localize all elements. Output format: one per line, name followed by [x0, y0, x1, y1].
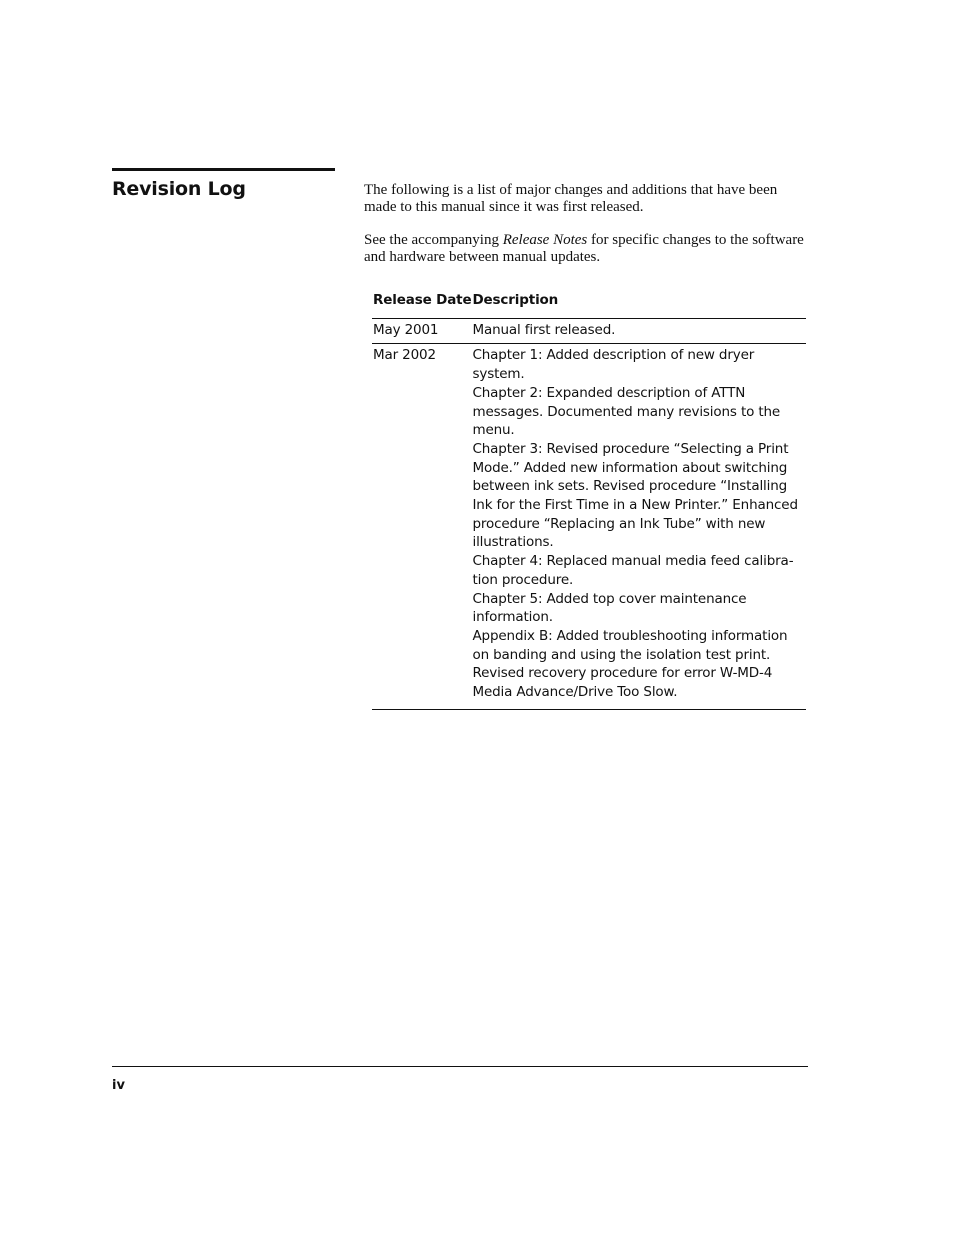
row-description	[471, 344, 806, 709]
intro-paragraph-1: The following is a list of major changes and additions that have been made to this manual since it was first released.	[364, 182, 778, 215]
description-line: Chapter 5: Added top cover maintenance information.	[472, 590, 747, 626]
intro-paragraph-2-start: See the accompanying	[364, 232, 503, 248]
row-date: May 2001	[372, 318, 471, 344]
table-row	[372, 344, 806, 709]
section-heading-rule	[112, 168, 335, 171]
footer-rule	[112, 1066, 808, 1067]
revision-table	[372, 290, 806, 710]
table-header-row	[372, 290, 806, 318]
description-line: Chapter 4: Replaced manual media feed calibration procedure.	[472, 553, 794, 588]
description-line: Chapter 3: Revised procedure “Selecting a Print Mode.” Added new information about switching between ink sets. Revised procedure “Installing Ink for the First Time in a New Printer.” Enhanced procedure “Replacing an Ink Tube” with new illustrations.	[472, 440, 798, 551]
row-date: Mar 2002	[372, 344, 471, 709]
intro-text	[364, 182, 809, 282]
row-description	[471, 318, 806, 344]
description-line: Chapter 2: Expanded description of ATTN messages. Documented many revisions to the menu.	[472, 384, 781, 439]
header-description: Description	[471, 290, 806, 318]
page-number: iv	[112, 1078, 125, 1093]
header-release-date: Release Date	[372, 290, 471, 318]
intro-paragraph-2	[364, 232, 809, 266]
table-row	[372, 318, 806, 344]
description-line: Chapter 1: Added description of new dryer system.	[472, 347, 755, 383]
section-title: Revision Log	[112, 178, 246, 200]
intro-paragraph-2-end: for specific changes to the software and hardware between manual updates.	[364, 232, 804, 265]
release-notes-reference: Release Notes	[502, 232, 588, 248]
description-line: Appendix B: Added troubleshooting information on banding and using the isolation test print. Revised recovery procedure for error W-MD-4 Media Advance/Drive Too Slow.	[472, 627, 788, 701]
description-line: Manual first released.	[472, 321, 616, 338]
